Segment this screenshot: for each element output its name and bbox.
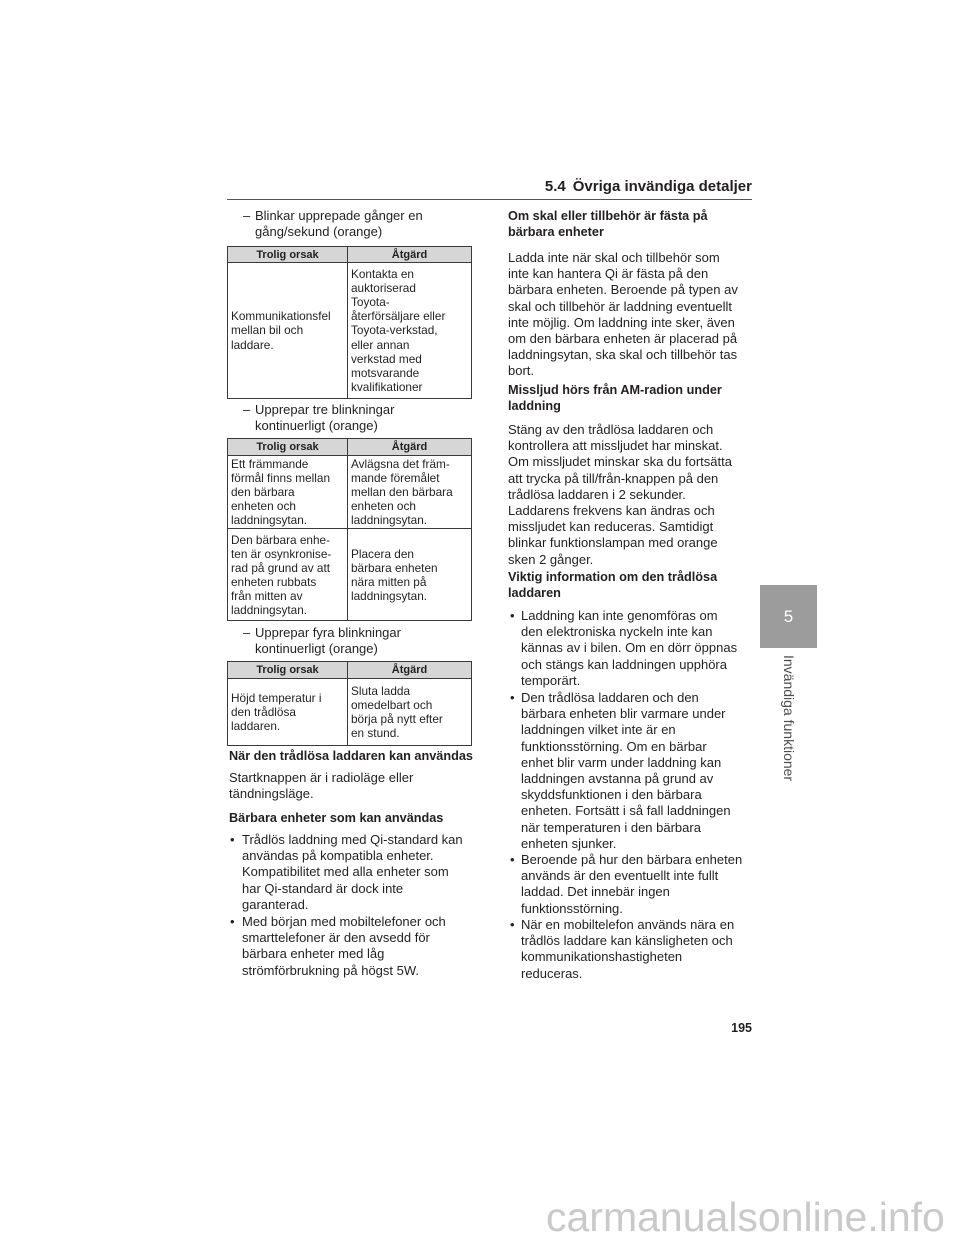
bullet-marker: • [510,608,515,623]
table-row [228,529,472,621]
action-cell: Kontakta en auktoriserad Toyota- återförsäljare eller Toyota-verkstad, eller annan verkstad med motsvarande kvalifikationer [348,263,472,399]
list-item-text: Den trådlösa laddaren och den bärbara enheten blir varmare under laddningen vilket inte är en funktionsstörning. Om en bärbar enhet blir varm under laddning kan laddningen avstanna på grund av skyddsfunktionen i den bärbara enheten. Fortsätt i så fall laddningen när temperaturen i den bärbara enheten sjunker. [521,690,731,851]
status-item-3 [243,625,401,657]
action-cell: Placera den bärbara enheten nära mitten på laddningsytan. [348,529,472,621]
heading-important: Viktig information om den trådlösa laddaren [508,570,718,601]
column-header-action: Åtgärd [348,439,472,456]
table-row [228,679,472,746]
list-item-text: Med början med mobiltelefoner och smarttelefoner är den avsedd för bärbara enheter med låg strömförbrukning på högst 5W. [242,914,446,978]
column-header-cause: Trolig orsak [228,439,348,456]
bullet-marker: • [230,832,235,847]
list-item [509,608,737,689]
paragraph-when-usable: Startknappen är i radioläge eller tändningsläge. [229,770,414,802]
status-table-2 [227,438,472,621]
chapter-title: Invändiga funktioner [781,655,797,782]
watermark: carmanualsonline.info [546,1194,945,1240]
chapter-tab [760,585,817,648]
column-header-action: Åtgärd [348,247,472,263]
section-number: 5.4 [544,178,566,195]
heading-noise: Missljud hörs från AM-radion under laddning [508,383,722,414]
bullet-marker: • [510,690,515,705]
heading-cases: Om skal eller tillbehör är fästa på bärbara enheter [508,209,708,240]
status-text: Blinkar upprepade gånger en gång/sekund (orange) [255,208,423,240]
status-text: Upprepar fyra blinkningar kontinuerligt (orange) [255,625,401,657]
page-number: 195 [731,1021,752,1035]
dash-marker: – [243,208,251,223]
heading-devices: Bärbara enheter som kan användas [229,811,444,825]
chapter-number: 5 [783,606,794,626]
list-item-text: Beroende på hur den bärbara enheten används är den eventuellt inte fullt laddad. Det innebär ingen funktionsstörning. [521,852,743,916]
heading-when-usable: När den trådlösa laddaren kan användas [229,749,473,763]
status-table-1 [227,246,472,399]
table-row [228,263,472,399]
paragraph-noise: Stäng av den trådlösa laddaren och kontrollera att missljudet har minskat. Om missljudet minskar ska du fortsätta att trycka på till/från-knappen på den trådlösa laddaren i 2 sekunder. Laddarens frekvens kan ändras och missljudet kan reduceras. Samtidigt blinkar funktionslampan med orange sken 2 gånger. [508,422,732,567]
cause-cell: Ett främmande förmål finns mellan den bärbara enheten och laddningsytan. [228,456,348,529]
action-cell: Sluta ladda omedelbart och börja på nytt efter en stund. [348,679,472,746]
header-divider [227,199,752,200]
cause-cell: Den bärbara enhe- ten är osynkronise- rad på grund av att enheten rubbats från mitten av laddningsytan. [228,529,348,621]
cause-cell: Höjd temperatur i den trådlösa laddaren. [228,679,348,746]
bullet-marker: • [230,914,235,929]
list-item [229,832,463,913]
page-header [545,178,752,196]
cause-cell: Kommunikationsfel mellan bil och laddare. [228,263,348,399]
column-header-action: Åtgärd [348,662,472,679]
list-item [509,690,731,852]
action-cell: Avlägsna det främ- mande föremålet mellan den bärbara enheten och laddningsytan. [348,456,472,529]
list-item-text: När en mobiltelefon används nära en trådlös laddare kan känsligheten och kommunikationshastigheten reduceras. [521,917,735,981]
table-row [228,456,472,529]
list-item [509,852,742,917]
status-table-3 [227,661,472,746]
section-title: Övriga invändiga detaljer [572,178,752,195]
paragraph-cases: Ladda inte när skal och tillbehör som inte kan hantera Qi är fästa på den bärbara enheten. Beroende på typen av skal och tillbehör är laddning eventuellt inte möjlig. Om laddning inte sker, även om den bärbara enheten är placerad på laddningsytan, ska skal och tillbehör tas bort. [508,250,738,379]
list-item-text: Laddning kan inte genomföras om den elektroniska nyckeln inte kan kännas av i bilen. Om en dörr öppnas och stängs kan laddningen upphöra temporärt. [521,608,738,688]
column-header-cause: Trolig orsak [228,662,348,679]
dash-marker: – [243,625,251,640]
list-item [509,917,734,982]
column-header-cause: Trolig orsak [228,247,348,263]
status-item-2 [243,402,394,434]
status-item-1 [243,208,423,240]
list-item [229,914,446,979]
status-text: Upprepar tre blinkningar kontinuerligt (orange) [255,402,395,434]
bullet-marker: • [510,917,515,932]
bullet-marker: • [510,852,515,867]
list-item-text: Trådlös laddning med Qi-standard kan användas på kompatibla enheter. Kompatibilitet med alla enheter som har Qi-standard är dock inte garanterad. [242,832,463,912]
dash-marker: – [243,402,251,417]
